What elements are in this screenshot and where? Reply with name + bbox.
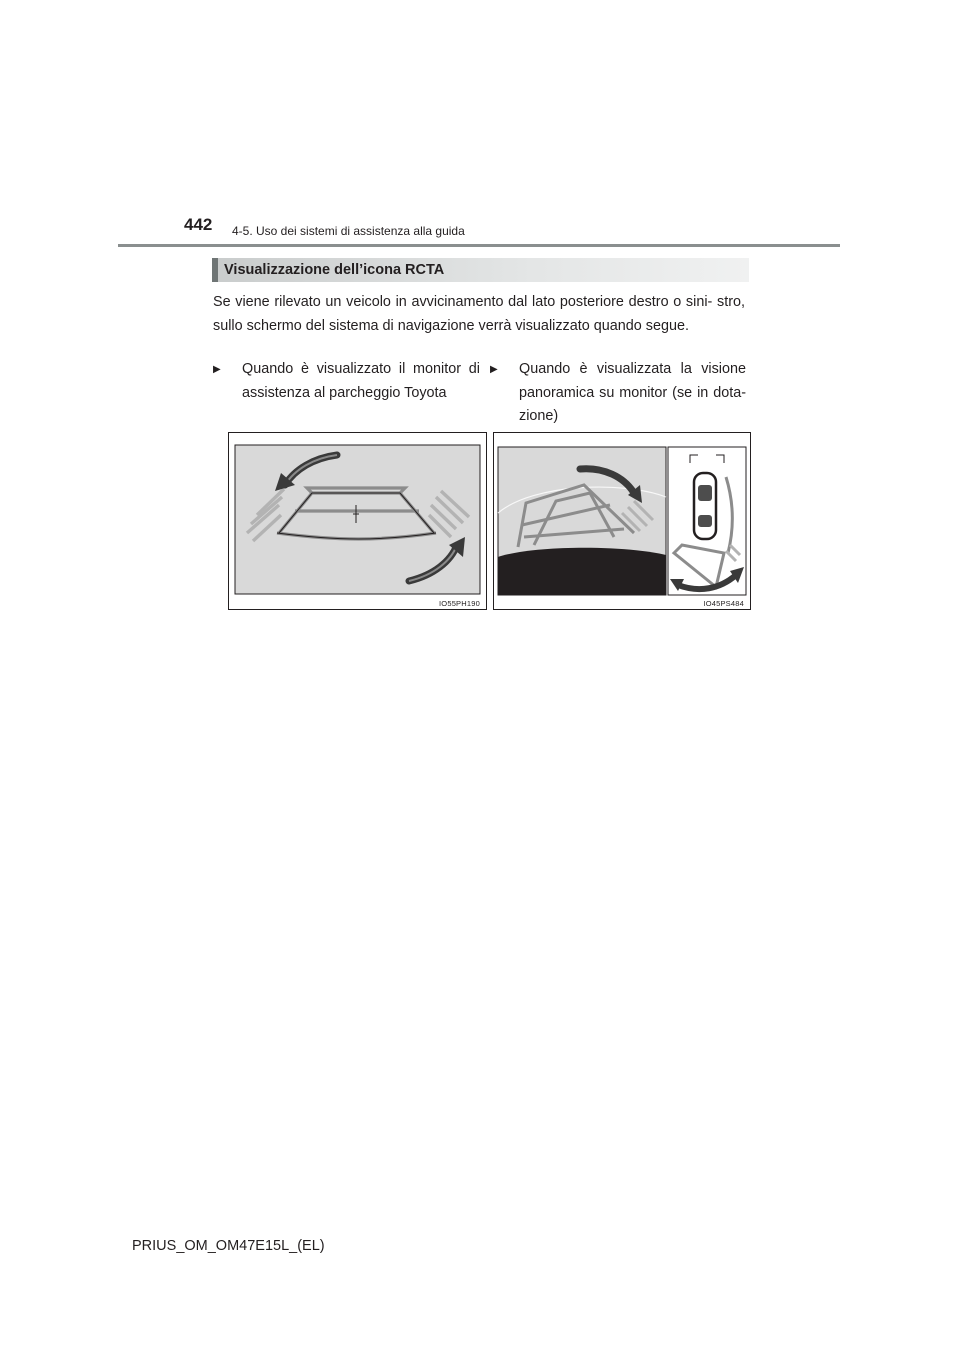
triangle-bullet-icon: ▶ (490, 364, 498, 375)
section-title: 4-5. Uso dei sistemi di assistenza alla guida (232, 224, 465, 238)
figure-parking-assist (228, 432, 487, 610)
bullet-text: Quando è visualizzato il monitor di assistenza al parcheggio Toyota (242, 361, 480, 401)
heading-title: Visualizzazione dell’icona RCTA (224, 262, 445, 278)
footer-document-id: PRIUS_OM_OM47E15L_(EL) (132, 1238, 325, 1254)
car-top-view-icon (694, 473, 716, 539)
page-number: 442 (184, 215, 213, 234)
bullet-text: Quando è visualizzata la visione panoramica su monitor (se in dota- zione) (519, 361, 746, 424)
body-paragraph: Se viene rilevato un veicolo in avvicinamento dal lato posteriore destro o sini- stro, sullo schermo del sistema di navigazione verrà visualizzato quando segue. (213, 294, 745, 334)
heading-tab (212, 258, 218, 282)
figure-code: IO55PH190 (439, 599, 480, 608)
figure-panoramic-view (493, 432, 751, 610)
triangle-bullet-icon: ▶ (213, 364, 221, 375)
parking-assist-illustration (229, 433, 486, 609)
header-rule (118, 244, 840, 247)
bullet-item (213, 358, 480, 405)
heading-bar (212, 258, 749, 282)
bullet-item (490, 358, 746, 429)
figure-code: IO45PS484 (703, 599, 744, 608)
panoramic-view-illustration (494, 433, 750, 609)
